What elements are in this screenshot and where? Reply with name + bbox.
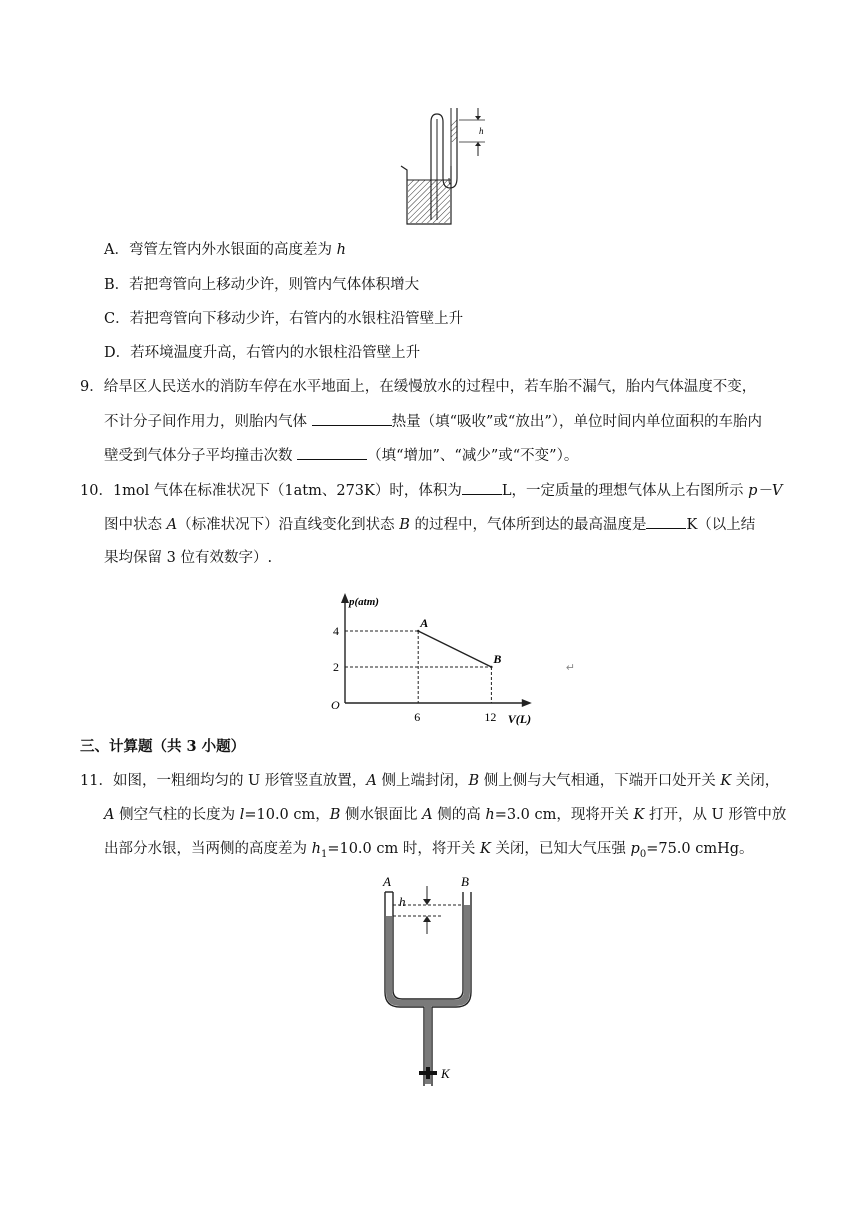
option-c: C．若把弯管向下移动少许，右管内的水银柱沿管壁上升	[104, 311, 464, 327]
y-tick-label: 2	[333, 660, 339, 674]
option-b: B．若把弯管向上移动少许，则管内气体体积增大	[104, 277, 420, 293]
process-line-ab	[418, 631, 491, 667]
x-tick-label: 12	[484, 710, 497, 724]
q9-line3: 壁受到气体分子平均撞击次数 （填“增加”、“减少”或“不变”）。	[104, 445, 578, 466]
q9-blank2	[297, 445, 367, 460]
fig3-label-h: h	[399, 894, 406, 909]
pv-chart	[325, 583, 576, 726]
q10-blank1	[462, 480, 502, 495]
y-tick-label: 4	[333, 624, 339, 638]
section-3-heading: 三、计算题（共 3 小题）	[80, 738, 246, 755]
point-label-b: B	[493, 652, 502, 666]
point-label-a: A	[420, 616, 429, 630]
bent-tube-figure	[395, 108, 505, 233]
q9-blank1	[312, 411, 392, 426]
x-axis-label: V(L)	[507, 712, 532, 726]
return-mark: ↵	[565, 661, 576, 674]
fig3-label-b: B	[461, 874, 469, 889]
fig3-label-k: K	[441, 1066, 450, 1081]
state-point	[417, 630, 419, 632]
x-axis-arrow	[522, 699, 532, 707]
q10-line2: 图中状态 A（标准状况下）沿直线变化到状态 B 的过程中，气体所到达的最高温度是 K（以上结	[104, 514, 755, 535]
q11-line2: A 侧空气柱的长度为 l=10.0 cm，B 侧水银面比 A 侧的高 h=3.0 cm，现将开关 K 打开，从 U 形管中放	[104, 807, 787, 823]
fig3-label-a: A	[383, 874, 391, 889]
y-axis-label: p(atm)	[349, 596, 379, 608]
q10-blank2	[646, 514, 686, 529]
q10-line3: 果均保留 3 位有效数字）.	[104, 550, 273, 566]
x-tick-label: 6	[414, 710, 421, 724]
q9-line2: 不计分子间作用力，则胎内气体 热量（填“吸收”或“放出”），单位时间内单位面积的车胎内	[104, 411, 762, 432]
option-d: D．若环境温度升高，右管内的水银柱沿管壁上升	[104, 345, 421, 361]
y-axis-arrow	[341, 593, 349, 603]
origin-label: O	[331, 698, 340, 712]
option-a: A．弯管左管内外水银面的高度差为 h	[104, 242, 346, 258]
fig1-h-label: h	[479, 126, 484, 136]
q11-line1: 11．如图，一粗细均匀的 U 形管竖直放置，A 侧上端封闭，B 侧上侧与大气相通，下端开口处开关 K 关闭，	[80, 773, 780, 789]
u-tube-figure	[375, 872, 485, 1092]
q9-line1: 9．给旱区人民送水的消防车停在水平地面上，在缓慢放水的过程中，若车胎不漏气，胎内气体温度不变，	[80, 379, 757, 395]
q11-line3: 出部分水银，当两侧的高度差为 $h_1=10.0$ cm 时，将开关 K 关闭，已知大气压强 $p_0=75.0$ cmHg。	[104, 841, 754, 860]
q10-line1: 10．1mol 气体在标准状况下（1atm、273K）时，体积为 L，一定质量的理想气体从上右图所示 p－V	[80, 480, 782, 501]
state-point	[490, 666, 492, 668]
